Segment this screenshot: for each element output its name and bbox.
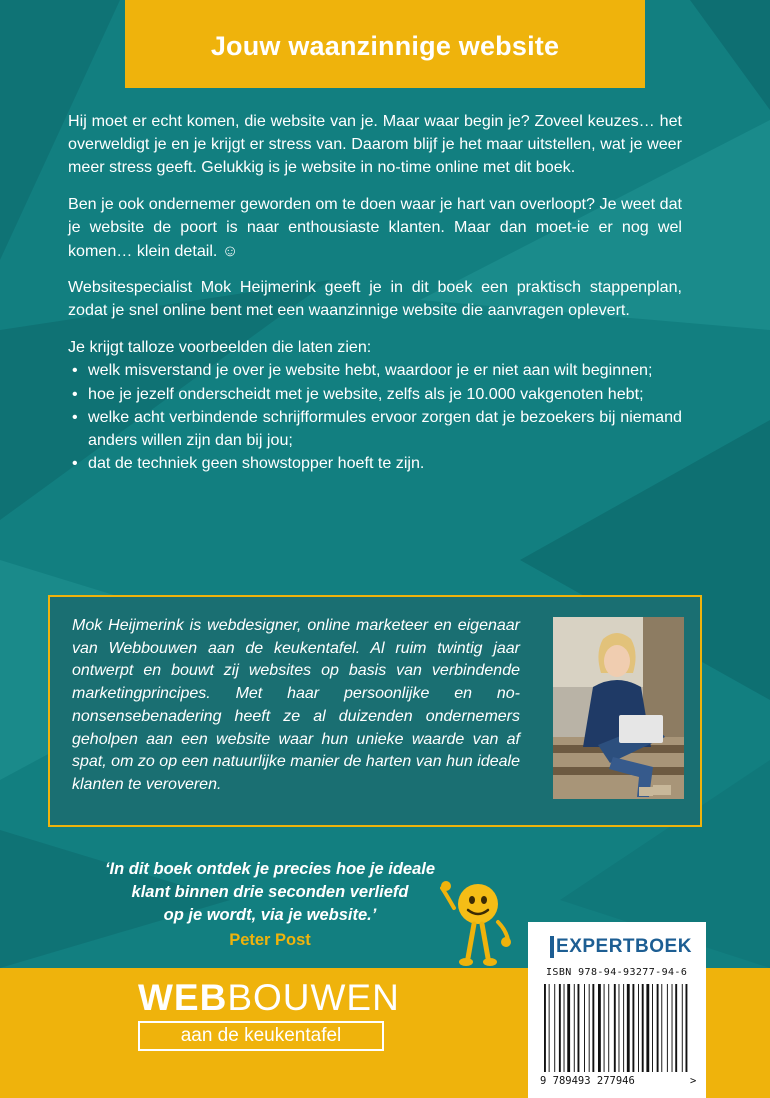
barcode-bar <box>544 984 546 1072</box>
barcode-bar <box>554 984 555 1072</box>
barcode-card <box>528 922 706 1098</box>
author-bio-text: Mok Heijmerink is webdesigner, online marketeer en eigenaar van Webbouwen aan de keukentafel. Al ruim twintig jaar ontwerpt en bouwt zij websites op basis van verbindende marketingprincipes. Met haar persoonlijke en no-nonsensebenadering heeft ze al duizenden ondernemers geholpen aan een website waar hun unieke waarde van af spat, om zo op een natuurlijke manier de harten van hun ideale klanten te veroveren. <box>72 617 520 793</box>
barcode-bar <box>675 984 677 1072</box>
webbouwen-logo <box>138 977 400 1019</box>
bullet-list <box>68 359 682 475</box>
barcode-bar <box>638 984 639 1072</box>
author-photo <box>553 617 684 799</box>
barcode-bar <box>619 984 620 1072</box>
logo-e: E <box>550 936 569 958</box>
barcode-bar <box>657 984 659 1072</box>
barcode-bar <box>672 984 673 1072</box>
barcode-bar <box>652 984 653 1072</box>
barcode-digits: 9 789493 277946 <box>540 1075 635 1087</box>
barcode-bar <box>646 984 649 1072</box>
barcode-bar <box>632 984 634 1072</box>
author-bio-box <box>48 595 702 827</box>
barcode-bar <box>592 984 594 1072</box>
paragraph-entrepreneur: Ben je ook ondernemer geworden om te doen waar je hart van overloopt? Je weet dat je website de poort is naar enthousiaste klanten. Maar dan moet-ie er nog wel komen… klein detail. ☺ <box>68 195 682 260</box>
isbn-barcode <box>540 982 698 1088</box>
barcode-bar <box>608 984 609 1072</box>
paragraph-intro: Hij moet er echt komen, die website van je. Maar waar begin je? Zoveel keuzes… het overweldigt je en je krijgt er stress van. Daarom blijf je het maar uitstellen, wat je weer meer stress geeft. Gelukkig is je website in no-time online met dit boek. <box>68 112 682 177</box>
barcode-bar <box>574 984 575 1072</box>
back-cover-text <box>68 110 682 475</box>
barcode-bar <box>564 984 565 1072</box>
barcode-bar <box>627 984 630 1072</box>
barcode-bar <box>589 984 590 1072</box>
barcode-bar <box>559 984 561 1072</box>
bullet-item: • dat de techniek geen showstopper hoeft te zijn. <box>68 452 682 475</box>
barcode-bar <box>623 984 624 1072</box>
barcode-bar <box>682 984 683 1072</box>
quote-line: op je wordt, via je website.’ <box>163 906 377 924</box>
logo-tagline: aan de keukentafel <box>138 1021 384 1051</box>
svg-text:>: > <box>690 1075 697 1087</box>
title-banner <box>125 0 645 88</box>
quote-line: ‘In dit boek ontdek je precies hoe je ideale <box>104 860 436 878</box>
paragraph-examples: Je krijgt talloze voorbeelden die laten zien: <box>68 338 372 357</box>
barcode-bar <box>604 984 605 1072</box>
paragraph-author: Websitespecialist Mok Heijmerink geeft je in dit boek een praktisch stappenplan, zodat je snel online bent met een waanzinnige website die aanvragen oplevert. <box>68 278 682 320</box>
bullet-item: • hoe je jezelf onderscheidt met je website, zelfs als je 10.000 vakgenoten hebt; <box>68 383 682 406</box>
barcode-bar <box>686 984 688 1072</box>
barcode-bar <box>549 984 550 1072</box>
quote-author: Peter Post <box>229 931 311 949</box>
logo-light: BOUWEN <box>227 977 400 1018</box>
barcode-bar <box>598 984 601 1072</box>
bullet-item: • welk misverstand je over je website hebt, waardoor je er niet aan wilt beginnen; <box>68 359 682 382</box>
logo-bold: WEB <box>138 977 228 1018</box>
barcode-bar <box>667 984 668 1072</box>
bullet-item: • welke acht verbindende schrijfformules ervoor zorgen dat je bezoekers bij niemand anders willen zijn dan bij jou; <box>68 406 682 452</box>
barcode-bar <box>567 984 570 1072</box>
barcode-bar <box>614 984 616 1072</box>
quote-line: klant binnen drie seconden verliefd <box>131 883 409 901</box>
expertboek-logo <box>550 936 692 958</box>
logo-rest: XPERTBOEK <box>569 936 692 957</box>
barcode-bar <box>642 984 644 1072</box>
barcode-bar <box>584 984 585 1072</box>
isbn-label: ISBN 978-94-93277-94-6 <box>546 967 688 978</box>
mascot-figure-icon <box>440 878 512 974</box>
barcode-bar <box>578 984 580 1072</box>
barcode-bar <box>661 984 662 1072</box>
book-title: Jouw waanzinnige website <box>210 30 560 61</box>
